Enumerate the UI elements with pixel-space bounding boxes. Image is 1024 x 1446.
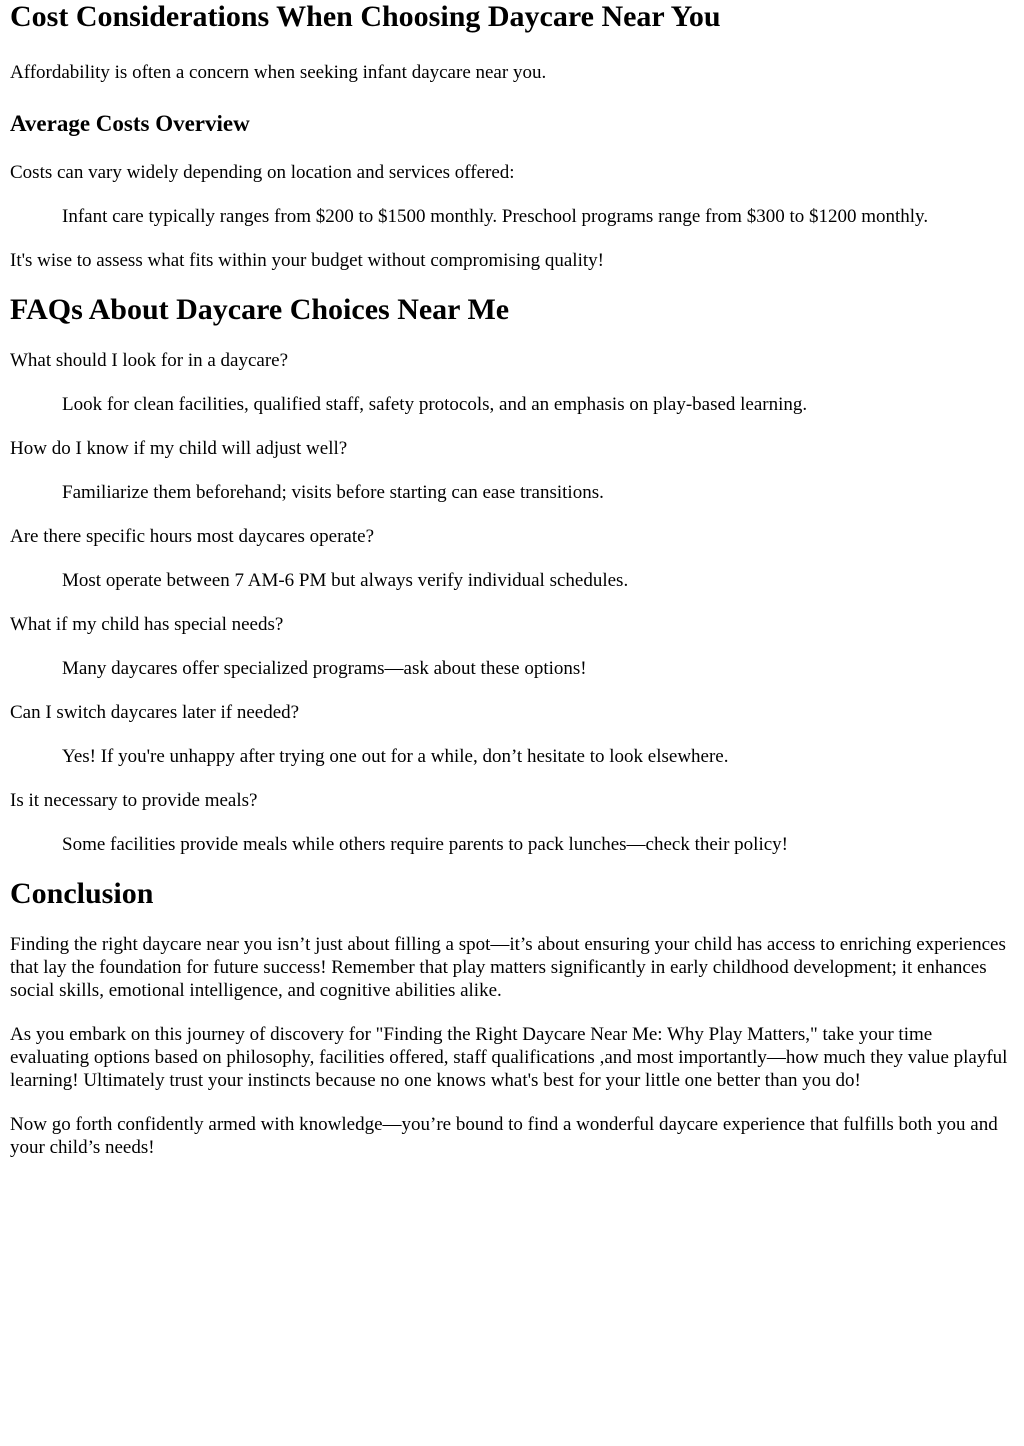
- cost-advice: It's wise to assess what fits within your budget without compromising quality!: [10, 250, 604, 271]
- conclusion-heading: Conclusion: [10, 877, 154, 910]
- cost-intro: Affordability is often a concern when seeking infant daycare near you.: [10, 62, 547, 83]
- faq-answer: Most operate between 7 AM-6 PM but always verify individual schedules.: [62, 570, 629, 591]
- conclusion-paragraph: Now go forth confidently armed with knowledge—you’re bound to find a wonderful daycare experience that fulfills both you and your child’s needs!: [10, 1114, 998, 1158]
- faq-answer: Look for clean facilities, qualified staff, safety protocols, and an emphasis on play-based learning.: [62, 394, 808, 415]
- faq-question: Can I switch daycares later if needed?: [10, 702, 300, 723]
- faq-question: What if my child has special needs?: [10, 614, 284, 635]
- cost-heading: Cost Considerations When Choosing Daycare Near You: [10, 0, 721, 33]
- faq-answer: Many daycares offer specialized programs—ask about these options!: [62, 658, 587, 679]
- faq-list: [10, 349, 1014, 856]
- faq-question: How do I know if my child will adjust well?: [10, 438, 348, 459]
- faq-question: Is it necessary to provide meals?: [10, 790, 258, 811]
- conclusion-paragraph: As you embark on this journey of discovery for "Finding the Right Daycare Near Me: Why Play Matters," take your time evaluating options based on philosophy, facilities offered, staff qualifications ,and most importantly—how much they value playful learning! Ultimately trust your instincts because no one knows what's best for your little one better than you do!: [10, 1024, 1008, 1091]
- faq-answer: Yes! If you're unhappy after trying one out for a while, don’t hesitate to look elsewhere.: [62, 746, 729, 767]
- cost-lead: Costs can vary widely depending on location and services offered:: [10, 162, 515, 183]
- faq-question: Are there specific hours most daycares operate?: [10, 526, 374, 547]
- faq-answer: Some facilities provide meals while others require parents to pack lunches—check their policy!: [62, 834, 788, 855]
- faq-question: What should I look for in a daycare?: [10, 350, 289, 371]
- cost-ranges: Infant care typically ranges from $200 to $1500 monthly. Preschool programs range from $300 to $1200 monthly.: [62, 206, 929, 227]
- faq-heading: FAQs About Daycare Choices Near Me: [10, 293, 510, 326]
- conclusion-paragraph: Finding the right daycare near you isn’t just about filling a spot—it’s about ensuring your child has access to enriching experiences that lay the foundation for future success! Remember that play matters significantly in early childhood development; it enhances social skills, emotional intelligence, and cognitive abilities alike.: [10, 934, 1006, 1001]
- faq-answer: Familiarize them beforehand; visits before starting can ease transitions.: [62, 482, 604, 503]
- average-costs-subheading: Average Costs Overview: [10, 111, 250, 136]
